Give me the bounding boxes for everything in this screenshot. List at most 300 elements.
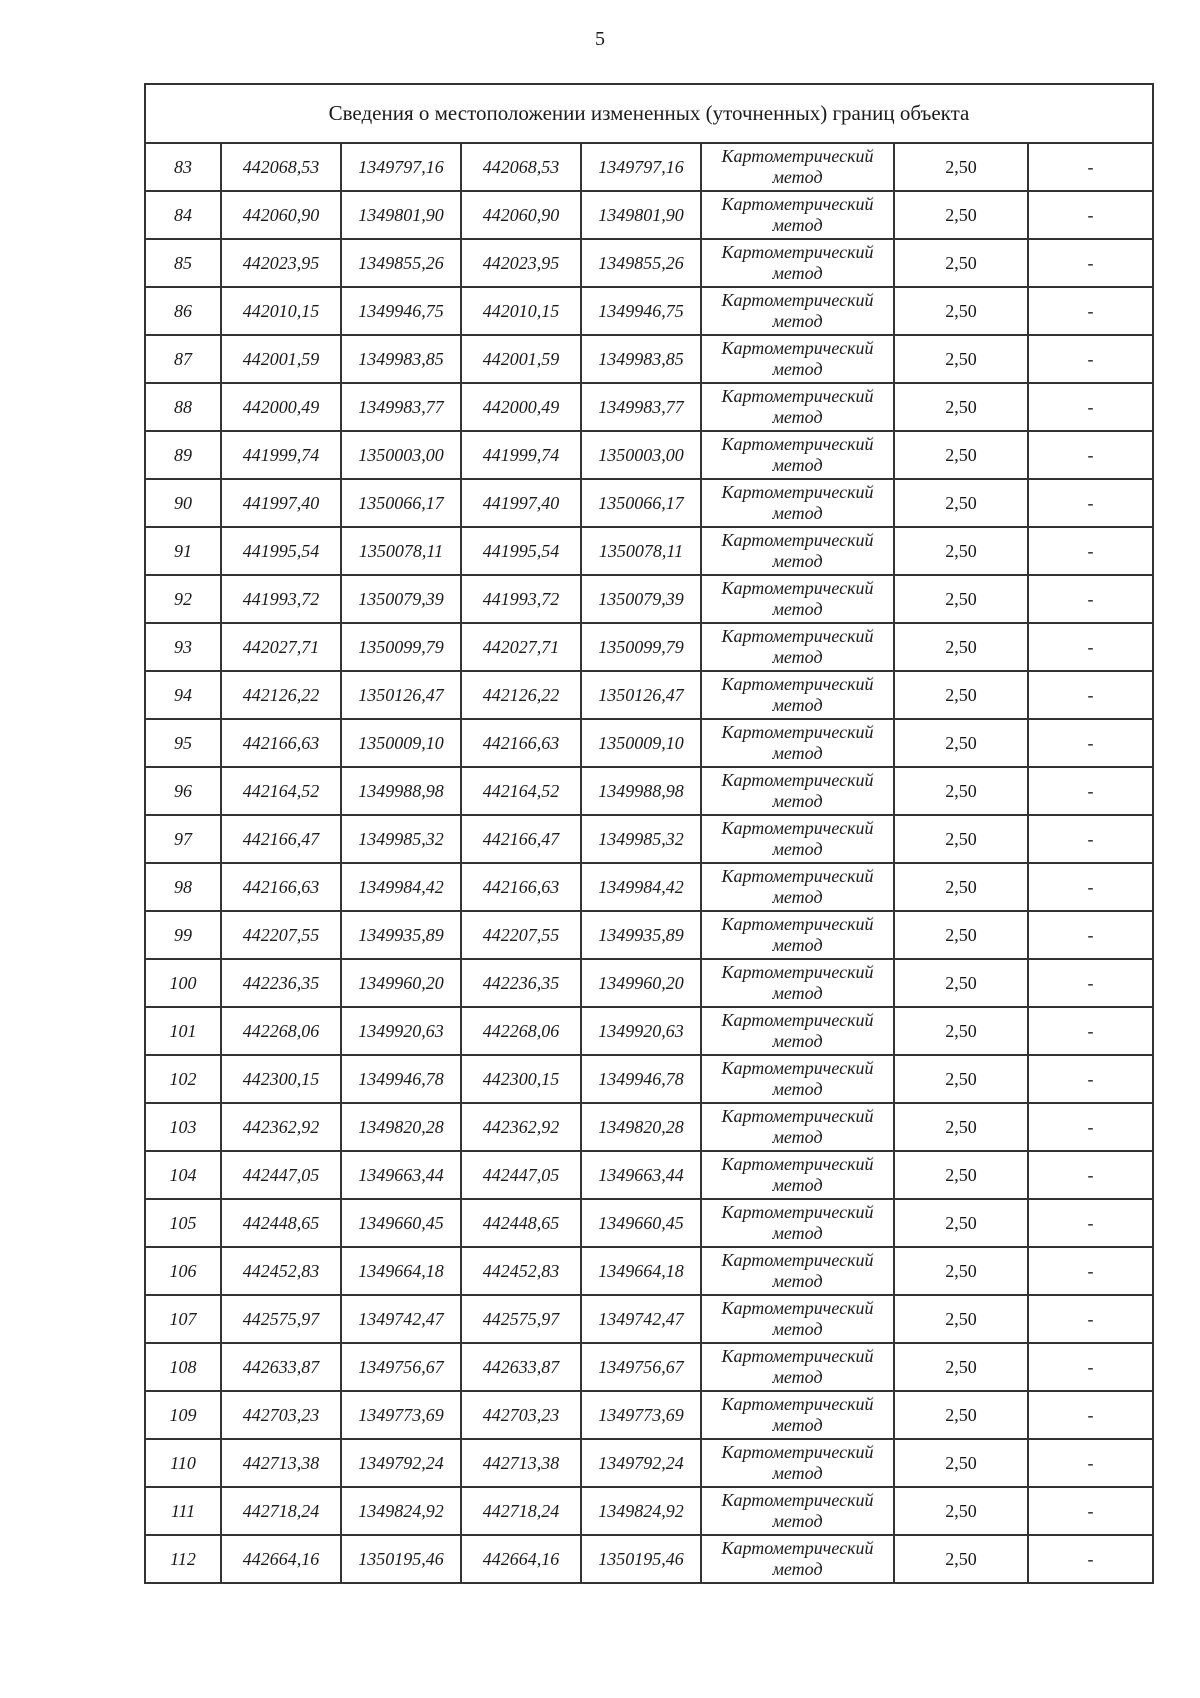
method-line1: Картометрический — [721, 1394, 874, 1414]
existing-y-cell: 1350066,17 — [341, 479, 461, 527]
method-line1: Картометрический — [721, 1106, 874, 1126]
method-cell — [701, 1055, 894, 1103]
point-number-cell: 89 — [145, 431, 221, 479]
accuracy-cell: 2,50 — [894, 623, 1028, 671]
point-number-cell: 96 — [145, 767, 221, 815]
description-cell: - — [1028, 623, 1153, 671]
method-cell — [701, 1487, 894, 1535]
point-number-cell: 88 — [145, 383, 221, 431]
accuracy-cell: 2,50 — [894, 1199, 1028, 1247]
method-cell — [701, 479, 894, 527]
method-line2: метод — [772, 599, 823, 619]
table-row — [145, 1295, 1153, 1343]
method-line2: метод — [772, 455, 823, 475]
description-cell: - — [1028, 671, 1153, 719]
description-cell: - — [1028, 1055, 1153, 1103]
description-cell: - — [1028, 1199, 1153, 1247]
existing-x-cell: 441997,40 — [221, 479, 341, 527]
description-cell: - — [1028, 767, 1153, 815]
description-cell: - — [1028, 143, 1153, 191]
existing-y-cell: 1349946,75 — [341, 287, 461, 335]
existing-x-cell: 442633,87 — [221, 1343, 341, 1391]
refined-x-cell: 442236,35 — [461, 959, 581, 1007]
description-cell: - — [1028, 959, 1153, 1007]
method-cell — [701, 1199, 894, 1247]
method-cell — [701, 719, 894, 767]
existing-x-cell: 442023,95 — [221, 239, 341, 287]
table-row — [145, 959, 1153, 1007]
table-row — [145, 431, 1153, 479]
method-line2: метод — [772, 503, 823, 523]
table-row — [145, 1103, 1153, 1151]
method-cell — [701, 1535, 894, 1583]
existing-x-cell: 442000,49 — [221, 383, 341, 431]
refined-y-cell: 1350126,47 — [581, 671, 701, 719]
method-line2: метод — [772, 1463, 823, 1483]
method-cell — [701, 383, 894, 431]
refined-x-cell: 442713,38 — [461, 1439, 581, 1487]
description-cell: - — [1028, 287, 1153, 335]
point-number-cell: 84 — [145, 191, 221, 239]
method-cell — [701, 815, 894, 863]
existing-y-cell: 1349960,20 — [341, 959, 461, 1007]
refined-x-cell: 441993,72 — [461, 575, 581, 623]
point-number-cell: 112 — [145, 1535, 221, 1583]
description-cell: - — [1028, 335, 1153, 383]
method-line2: метод — [772, 839, 823, 859]
refined-y-cell: 1349820,28 — [581, 1103, 701, 1151]
existing-y-cell: 1350009,10 — [341, 719, 461, 767]
table-row — [145, 911, 1153, 959]
table-row — [145, 143, 1153, 191]
existing-x-cell: 442166,47 — [221, 815, 341, 863]
point-number-cell: 98 — [145, 863, 221, 911]
method-line2: метод — [772, 1511, 823, 1531]
refined-y-cell: 1349797,16 — [581, 143, 701, 191]
accuracy-cell: 2,50 — [894, 1295, 1028, 1343]
method-line2: метод — [772, 1127, 823, 1147]
refined-x-cell: 442664,16 — [461, 1535, 581, 1583]
existing-y-cell: 1349984,42 — [341, 863, 461, 911]
method-line1: Картометрический — [721, 770, 874, 790]
refined-y-cell: 1349983,77 — [581, 383, 701, 431]
existing-x-cell: 442068,53 — [221, 143, 341, 191]
existing-x-cell: 442575,97 — [221, 1295, 341, 1343]
refined-x-cell: 442633,87 — [461, 1343, 581, 1391]
refined-y-cell: 1350099,79 — [581, 623, 701, 671]
refined-y-cell: 1349801,90 — [581, 191, 701, 239]
method-line2: метод — [772, 1319, 823, 1339]
refined-x-cell: 442010,15 — [461, 287, 581, 335]
existing-x-cell: 442060,90 — [221, 191, 341, 239]
refined-y-cell: 1349660,45 — [581, 1199, 701, 1247]
method-line1: Картометрический — [721, 242, 874, 262]
accuracy-cell: 2,50 — [894, 863, 1028, 911]
accuracy-cell: 2,50 — [894, 1007, 1028, 1055]
table-row — [145, 479, 1153, 527]
refined-y-cell: 1349985,32 — [581, 815, 701, 863]
refined-x-cell: 442166,47 — [461, 815, 581, 863]
table-row — [145, 527, 1153, 575]
existing-y-cell: 1349801,90 — [341, 191, 461, 239]
boundary-coordinates-table — [144, 83, 1154, 1584]
refined-x-cell: 442703,23 — [461, 1391, 581, 1439]
method-line1: Картометрический — [721, 290, 874, 310]
refined-y-cell: 1349664,18 — [581, 1247, 701, 1295]
method-line1: Картометрический — [721, 818, 874, 838]
accuracy-cell: 2,50 — [894, 1391, 1028, 1439]
method-line2: метод — [772, 1271, 823, 1291]
point-number-cell: 104 — [145, 1151, 221, 1199]
method-cell — [701, 527, 894, 575]
method-line2: метод — [772, 167, 823, 187]
existing-y-cell: 1350078,11 — [341, 527, 461, 575]
method-line1: Картометрический — [721, 1010, 874, 1030]
existing-y-cell: 1349820,28 — [341, 1103, 461, 1151]
method-line2: метод — [772, 695, 823, 715]
refined-x-cell: 442300,15 — [461, 1055, 581, 1103]
refined-y-cell: 1349935,89 — [581, 911, 701, 959]
table-body — [145, 143, 1153, 1583]
accuracy-cell: 2,50 — [894, 1151, 1028, 1199]
description-cell: - — [1028, 431, 1153, 479]
existing-y-cell: 1349920,63 — [341, 1007, 461, 1055]
table-row — [145, 1439, 1153, 1487]
accuracy-cell: 2,50 — [894, 191, 1028, 239]
existing-x-cell: 442207,55 — [221, 911, 341, 959]
method-line2: метод — [772, 359, 823, 379]
method-line1: Картометрический — [721, 1250, 874, 1270]
method-line1: Картометрический — [721, 338, 874, 358]
method-cell — [701, 1343, 894, 1391]
table-row — [145, 1199, 1153, 1247]
accuracy-cell: 2,50 — [894, 1103, 1028, 1151]
refined-x-cell: 442575,97 — [461, 1295, 581, 1343]
point-number-cell: 99 — [145, 911, 221, 959]
refined-x-cell: 442068,53 — [461, 143, 581, 191]
method-line2: метод — [772, 1415, 823, 1435]
point-number-cell: 102 — [145, 1055, 221, 1103]
existing-y-cell: 1350099,79 — [341, 623, 461, 671]
existing-x-cell: 442268,06 — [221, 1007, 341, 1055]
table-row — [145, 287, 1153, 335]
method-line2: метод — [772, 983, 823, 1003]
method-cell — [701, 911, 894, 959]
accuracy-cell: 2,50 — [894, 1487, 1028, 1535]
method-cell — [701, 191, 894, 239]
description-cell: - — [1028, 1487, 1153, 1535]
accuracy-cell: 2,50 — [894, 815, 1028, 863]
point-number-cell: 90 — [145, 479, 221, 527]
existing-y-cell: 1349983,85 — [341, 335, 461, 383]
point-number-cell: 94 — [145, 671, 221, 719]
existing-x-cell: 442300,15 — [221, 1055, 341, 1103]
point-number-cell: 107 — [145, 1295, 221, 1343]
method-line1: Картометрический — [721, 1058, 874, 1078]
existing-x-cell: 442448,65 — [221, 1199, 341, 1247]
point-number-cell: 95 — [145, 719, 221, 767]
refined-x-cell: 442207,55 — [461, 911, 581, 959]
method-line1: Картометрический — [721, 194, 874, 214]
description-cell: - — [1028, 1439, 1153, 1487]
refined-x-cell: 441999,74 — [461, 431, 581, 479]
method-line1: Картометрический — [721, 962, 874, 982]
point-number-cell: 97 — [145, 815, 221, 863]
point-number-cell: 111 — [145, 1487, 221, 1535]
refined-x-cell: 442447,05 — [461, 1151, 581, 1199]
point-number-cell: 83 — [145, 143, 221, 191]
method-line2: метод — [772, 647, 823, 667]
accuracy-cell: 2,50 — [894, 1247, 1028, 1295]
accuracy-cell: 2,50 — [894, 1439, 1028, 1487]
refined-x-cell: 442268,06 — [461, 1007, 581, 1055]
point-number-cell: 103 — [145, 1103, 221, 1151]
existing-x-cell: 442718,24 — [221, 1487, 341, 1535]
accuracy-cell: 2,50 — [894, 719, 1028, 767]
accuracy-cell: 2,50 — [894, 335, 1028, 383]
existing-x-cell: 442362,92 — [221, 1103, 341, 1151]
description-cell: - — [1028, 191, 1153, 239]
refined-y-cell: 1350079,39 — [581, 575, 701, 623]
existing-x-cell: 442452,83 — [221, 1247, 341, 1295]
table-row — [145, 575, 1153, 623]
page-number: 5 — [595, 28, 605, 50]
method-line2: метод — [772, 1367, 823, 1387]
method-line1: Картометрический — [721, 1490, 874, 1510]
method-line2: метод — [772, 263, 823, 283]
table-row — [145, 1151, 1153, 1199]
existing-y-cell: 1349660,45 — [341, 1199, 461, 1247]
accuracy-cell: 2,50 — [894, 911, 1028, 959]
existing-y-cell: 1350003,00 — [341, 431, 461, 479]
description-cell: - — [1028, 1391, 1153, 1439]
method-line1: Картометрический — [721, 1202, 874, 1222]
method-line1: Картометрический — [721, 1538, 874, 1558]
refined-y-cell: 1349792,24 — [581, 1439, 701, 1487]
refined-y-cell: 1349773,69 — [581, 1391, 701, 1439]
table-row — [145, 335, 1153, 383]
method-line1: Картометрический — [721, 578, 874, 598]
existing-y-cell: 1349797,16 — [341, 143, 461, 191]
table-row — [145, 383, 1153, 431]
description-cell: - — [1028, 1007, 1153, 1055]
existing-x-cell: 442166,63 — [221, 863, 341, 911]
table-row — [145, 1487, 1153, 1535]
refined-x-cell: 442452,83 — [461, 1247, 581, 1295]
description-cell: - — [1028, 1535, 1153, 1583]
existing-y-cell: 1350126,47 — [341, 671, 461, 719]
accuracy-cell: 2,50 — [894, 239, 1028, 287]
method-cell — [701, 1391, 894, 1439]
refined-y-cell: 1349824,92 — [581, 1487, 701, 1535]
accuracy-cell: 2,50 — [894, 431, 1028, 479]
method-cell — [701, 959, 894, 1007]
refined-x-cell: 442000,49 — [461, 383, 581, 431]
accuracy-cell: 2,50 — [894, 1343, 1028, 1391]
existing-y-cell: 1349983,77 — [341, 383, 461, 431]
method-cell — [701, 575, 894, 623]
point-number-cell: 101 — [145, 1007, 221, 1055]
existing-y-cell: 1349773,69 — [341, 1391, 461, 1439]
refined-x-cell: 442001,59 — [461, 335, 581, 383]
method-cell — [701, 1439, 894, 1487]
method-line1: Картометрический — [721, 674, 874, 694]
description-cell: - — [1028, 1103, 1153, 1151]
point-number-cell: 105 — [145, 1199, 221, 1247]
refined-y-cell: 1349984,42 — [581, 863, 701, 911]
existing-y-cell: 1349985,32 — [341, 815, 461, 863]
method-cell — [701, 335, 894, 383]
existing-y-cell: 1349855,26 — [341, 239, 461, 287]
table-row — [145, 623, 1153, 671]
refined-y-cell: 1349742,47 — [581, 1295, 701, 1343]
existing-y-cell: 1349756,67 — [341, 1343, 461, 1391]
refined-x-cell: 442060,90 — [461, 191, 581, 239]
existing-y-cell: 1349824,92 — [341, 1487, 461, 1535]
table-row — [145, 1247, 1153, 1295]
method-line2: метод — [772, 1031, 823, 1051]
method-cell — [701, 239, 894, 287]
description-cell: - — [1028, 1247, 1153, 1295]
method-line2: метод — [772, 743, 823, 763]
method-cell — [701, 1295, 894, 1343]
accuracy-cell: 2,50 — [894, 767, 1028, 815]
refined-y-cell: 1350003,00 — [581, 431, 701, 479]
method-line2: метод — [772, 887, 823, 907]
refined-y-cell: 1349756,67 — [581, 1343, 701, 1391]
method-cell — [701, 1007, 894, 1055]
existing-x-cell: 441999,74 — [221, 431, 341, 479]
description-cell: - — [1028, 383, 1153, 431]
method-line1: Картометрический — [721, 914, 874, 934]
point-number-cell: 109 — [145, 1391, 221, 1439]
point-number-cell: 110 — [145, 1439, 221, 1487]
method-line1: Картометрический — [721, 482, 874, 502]
refined-y-cell: 1350066,17 — [581, 479, 701, 527]
existing-y-cell: 1349792,24 — [341, 1439, 461, 1487]
refined-x-cell: 442027,71 — [461, 623, 581, 671]
description-cell: - — [1028, 911, 1153, 959]
accuracy-cell: 2,50 — [894, 527, 1028, 575]
method-cell — [701, 143, 894, 191]
table-row — [145, 719, 1153, 767]
accuracy-cell: 2,50 — [894, 671, 1028, 719]
existing-x-cell: 442164,52 — [221, 767, 341, 815]
table-row — [145, 1343, 1153, 1391]
existing-y-cell: 1349935,89 — [341, 911, 461, 959]
point-number-cell: 106 — [145, 1247, 221, 1295]
method-cell — [701, 863, 894, 911]
table-row — [145, 1391, 1153, 1439]
method-line2: метод — [772, 1079, 823, 1099]
table-row — [145, 815, 1153, 863]
accuracy-cell: 2,50 — [894, 479, 1028, 527]
method-line2: метод — [772, 1223, 823, 1243]
refined-x-cell: 442448,65 — [461, 1199, 581, 1247]
existing-y-cell: 1349663,44 — [341, 1151, 461, 1199]
description-cell: - — [1028, 1343, 1153, 1391]
existing-y-cell: 1350079,39 — [341, 575, 461, 623]
existing-y-cell: 1349946,78 — [341, 1055, 461, 1103]
point-number-cell: 86 — [145, 287, 221, 335]
existing-x-cell: 442166,63 — [221, 719, 341, 767]
method-cell — [701, 431, 894, 479]
existing-x-cell: 442713,38 — [221, 1439, 341, 1487]
existing-y-cell: 1349742,47 — [341, 1295, 461, 1343]
table-row — [145, 1055, 1153, 1103]
method-line2: метод — [772, 311, 823, 331]
refined-y-cell: 1349960,20 — [581, 959, 701, 1007]
point-number-cell: 108 — [145, 1343, 221, 1391]
method-line2: метод — [772, 1559, 823, 1579]
existing-x-cell: 441993,72 — [221, 575, 341, 623]
accuracy-cell: 2,50 — [894, 1535, 1028, 1583]
method-line1: Картометрический — [721, 1154, 874, 1174]
refined-x-cell: 441995,54 — [461, 527, 581, 575]
method-line1: Картометрический — [721, 146, 874, 166]
description-cell: - — [1028, 479, 1153, 527]
method-line1: Картометрический — [721, 1346, 874, 1366]
existing-y-cell: 1349664,18 — [341, 1247, 461, 1295]
method-cell — [701, 1151, 894, 1199]
table-row — [145, 671, 1153, 719]
point-number-cell: 85 — [145, 239, 221, 287]
description-cell: - — [1028, 239, 1153, 287]
existing-x-cell: 442027,71 — [221, 623, 341, 671]
existing-x-cell: 442703,23 — [221, 1391, 341, 1439]
accuracy-cell: 2,50 — [894, 143, 1028, 191]
method-line2: метод — [772, 791, 823, 811]
point-number-cell: 92 — [145, 575, 221, 623]
description-cell: - — [1028, 575, 1153, 623]
refined-x-cell: 441997,40 — [461, 479, 581, 527]
point-number-cell: 93 — [145, 623, 221, 671]
refined-y-cell: 1350009,10 — [581, 719, 701, 767]
refined-y-cell: 1349946,75 — [581, 287, 701, 335]
table-title: Сведения о местоположении измененных (уточненных) границ объекта — [145, 84, 1153, 143]
method-line1: Картометрический — [721, 386, 874, 406]
method-line2: метод — [772, 935, 823, 955]
table-row — [145, 239, 1153, 287]
refined-y-cell: 1349946,78 — [581, 1055, 701, 1103]
existing-x-cell: 442010,15 — [221, 287, 341, 335]
refined-y-cell: 1350195,46 — [581, 1535, 701, 1583]
refined-y-cell: 1349663,44 — [581, 1151, 701, 1199]
description-cell: - — [1028, 527, 1153, 575]
table-row — [145, 1007, 1153, 1055]
method-line2: метод — [772, 407, 823, 427]
method-cell — [701, 1247, 894, 1295]
description-cell: - — [1028, 815, 1153, 863]
method-line1: Картометрический — [721, 722, 874, 742]
refined-y-cell: 1349920,63 — [581, 1007, 701, 1055]
accuracy-cell: 2,50 — [894, 287, 1028, 335]
method-line1: Картометрический — [721, 530, 874, 550]
point-number-cell: 100 — [145, 959, 221, 1007]
existing-x-cell: 442447,05 — [221, 1151, 341, 1199]
refined-x-cell: 442166,63 — [461, 719, 581, 767]
method-line2: метод — [772, 1175, 823, 1195]
method-cell — [701, 671, 894, 719]
method-line2: метод — [772, 215, 823, 235]
method-line1: Картометрический — [721, 434, 874, 454]
method-line1: Картометрический — [721, 1442, 874, 1462]
table-row — [145, 191, 1153, 239]
method-cell — [701, 767, 894, 815]
table-row — [145, 767, 1153, 815]
accuracy-cell: 2,50 — [894, 1055, 1028, 1103]
table-row — [145, 1535, 1153, 1583]
